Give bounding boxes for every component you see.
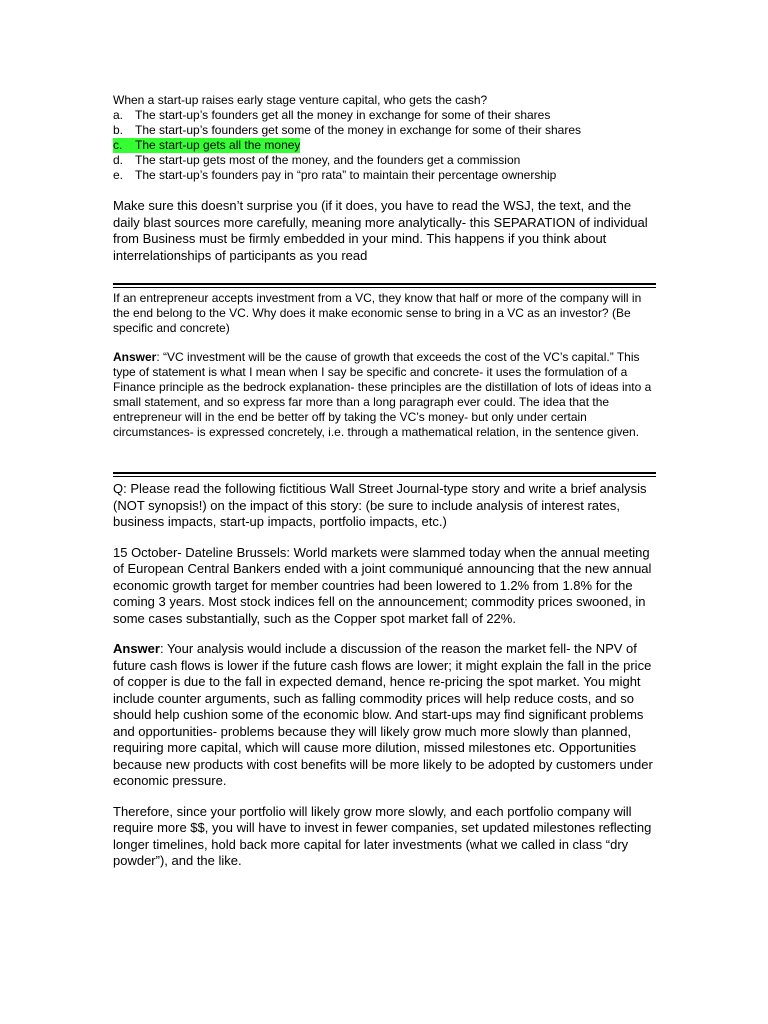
choice-letter: d. <box>113 153 124 167</box>
section-2-answer <box>113 350 658 440</box>
choice-b <box>113 123 658 138</box>
section-3-answer <box>113 641 658 790</box>
choice-letter: c. <box>113 138 135 153</box>
choice-c-correct <box>113 138 658 153</box>
section-2 <box>113 291 658 440</box>
section-2-question: If an entrepreneur accepts investment from a VC, they know that half or more of the company will in the end belong to the VC. Why does it make economic sense to bring in a VC as an investor? (Be specific and concrete) <box>113 291 642 335</box>
choice-text: The start-up’s founders get some of the money in exchange for some of their shares <box>135 123 582 137</box>
conclusion-paragraph: Therefore, since your portfolio will likely grow more slowly, and each portfolio company will require more $$, you will have to invest in fewer companies, set updated milestones reflecting longer timelines, hold back more capital for later investments (what we called in class “dry powder”), and the like. <box>113 803 652 868</box>
note-block <box>113 198 658 264</box>
quiz-section <box>113 93 658 183</box>
divider <box>113 472 656 477</box>
answer-label: Answer <box>113 641 160 656</box>
choice-text: The start-up gets most of the money, and the founders get a commission <box>135 153 521 167</box>
choice-text: The start-up’s founders pay in “pro rata” to maintain their percentage ownership <box>135 168 557 182</box>
choice-e <box>113 168 658 183</box>
choice-d <box>113 153 658 168</box>
choice-letter: b. <box>113 123 124 137</box>
section-3 <box>113 481 658 870</box>
choice-a <box>113 108 658 123</box>
quiz-question: When a start-up raises early stage venture capital, who gets the cash? <box>113 93 488 107</box>
choice-text: The start-up’s founders get all the money in exchange for some of their shares <box>135 108 551 122</box>
news-story: 15 October- Dateline Brussels: World markets were slammed today when the annual meeting of European Central Bankers ended with a joint communiqué announcing that the new annual economic growth target for member countries had been lowered to 1.2% from 1.8% for the coming 3 years. Most stock indices fell on the announcement; commodity prices swooned, in some cases substantially, such as the Copper spot market fall of 22%. <box>113 544 652 626</box>
divider <box>113 283 656 288</box>
choice-text: The start-up gets all the money <box>135 138 301 152</box>
choice-letter: a. <box>113 108 124 122</box>
answer-text: : Your analysis would include a discussion of the reason the market fell- the NPV of future cash flows is lower if the future cash flows are lower; it might explain the fall in the price of copper is due to the fall in expected demand, hence re-pricing the spot market. You might include counter arguments, such as falling commodity prices will help reduce costs, and so should help cushion some of the economic blow. And start-ups may find significant problems and opportunities- problems because they will likely grow much more slowly than planned, requiring more capital, which will cause more dilution, missed milestones etc. Opportunities because new products with cost benefits will be more likely to be adopted by customers under economic pressure. <box>113 641 653 788</box>
note-paragraph: Make sure this doesn’t surprise you (if it does, you have to read the WSJ, the text, and the daily blast sources more carefully, meaning more analytically- this SEPARATION of individual from Business must be firmly embedded in your mind. This happens if you think about interrelationships of participants as you read <box>113 198 648 263</box>
answer-label: Answer <box>113 350 157 364</box>
section-3-question: Q: Please read the following fictitious Wall Street Journal-type story and write a brief analysis (NOT synopsis!) on the impact of this story: (be sure to include analysis of interest rates, business impacts, start-up impacts, portfolio impacts, etc.) <box>113 481 647 529</box>
answer-choices <box>113 108 658 183</box>
answer-text: : “VC investment will be the cause of growth that exceeds the cost of the VC’s capital.” This type of statement is what I mean when I say be specific and concrete- it uses the formulation of a Finance principle as the bedrock explanation- these principles are the distillation of lots of ideas into a small statement, and so express far more than a long paragraph ever could. The idea that the entrepreneur will in the end be better off by taking the VC’s money- but only under certain circumstances- is expressed concretely, i.e. through a mathematical relation, in the sentence given. <box>113 350 652 439</box>
choice-letter: e. <box>113 168 124 182</box>
